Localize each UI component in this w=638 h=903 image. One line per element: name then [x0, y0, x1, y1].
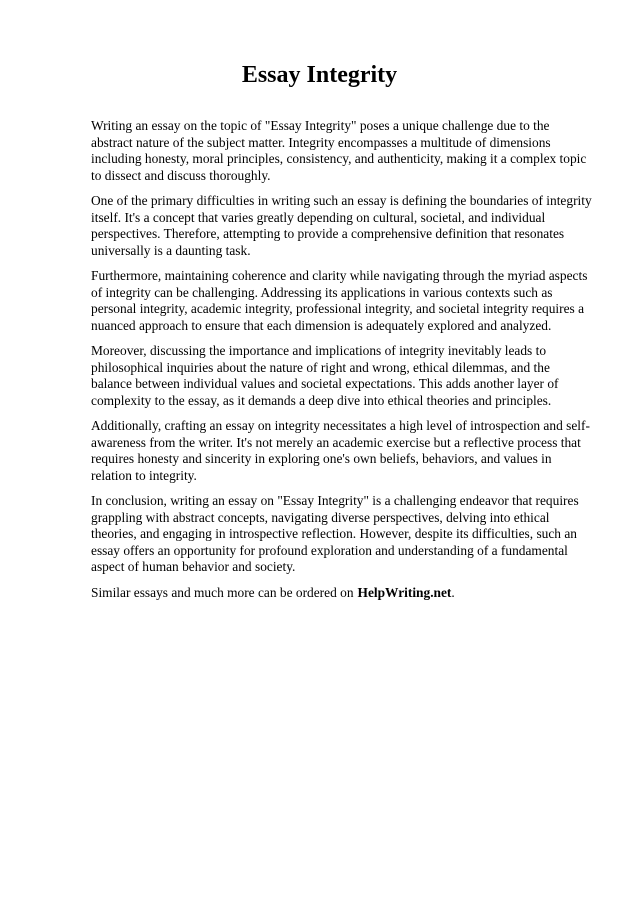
closing-line: [91, 585, 592, 602]
document-title: Essay Integrity: [241, 62, 398, 88]
paragraph-2: One of the primary difficulties in writing such an essay is defining the boundaries of integrity itself. It's a concept that varies greatly depending on cultural, societal, and individual perspectives. Therefore, attempting to provide a comprehensive definition that resonates universally is a daunting task.: [91, 193, 592, 258]
paragraph-4: Moreover, discussing the importance and implications of integrity inevitably leads to philosophical inquiries about the nature of right and wrong, ethical dilemmas, and the balance between individual values and societal expectations. This adds another layer of complexity to the essay, as it demands a deep dive into ethical theories and principles.: [91, 343, 559, 408]
paragraph-5: Additionally, crafting an essay on integrity necessitates a high level of introspection and self-awareness from the writer. It's not merely an academic exercise but a reflective process that requires honesty and sincerity in exploring one's own beliefs, behaviors, and values in relation to integrity.: [91, 418, 590, 483]
paragraph-1: Writing an essay on the topic of "Essay Integrity" poses a unique challenge due to the abstract nature of the subject matter. Integrity encompasses a multitude of dimensions including honesty, moral principles, consistency, and authenticity, making it a complex topic to dissect and discuss thoroughly.: [91, 118, 587, 183]
paragraph-6: In conclusion, writing an essay on "Essay Integrity" is a challenging endeavor that requires grappling with abstract concepts, navigating diverse perspectives, delving into ethical theories, and engaging in introspective reflection. However, despite its difficulties, such an essay offers an opportunity for profound exploration and understanding of a fundamental aspect of human behavior and society.: [91, 493, 579, 574]
paragraph-3: Furthermore, maintaining coherence and clarity while navigating through the myriad aspects of integrity can be challenging. Addressing its applications in various contexts such as personal integrity, academic integrity, professional integrity, and societal integrity requires a nuanced approach to ensure that each dimension is adequately explored and analyzed.: [91, 268, 588, 333]
helpwriting-link[interactable]: HelpWriting.net: [357, 584, 452, 600]
closing-period: .: [451, 584, 455, 600]
closing-text: Similar essays and much more can be ordered on: [91, 584, 354, 600]
